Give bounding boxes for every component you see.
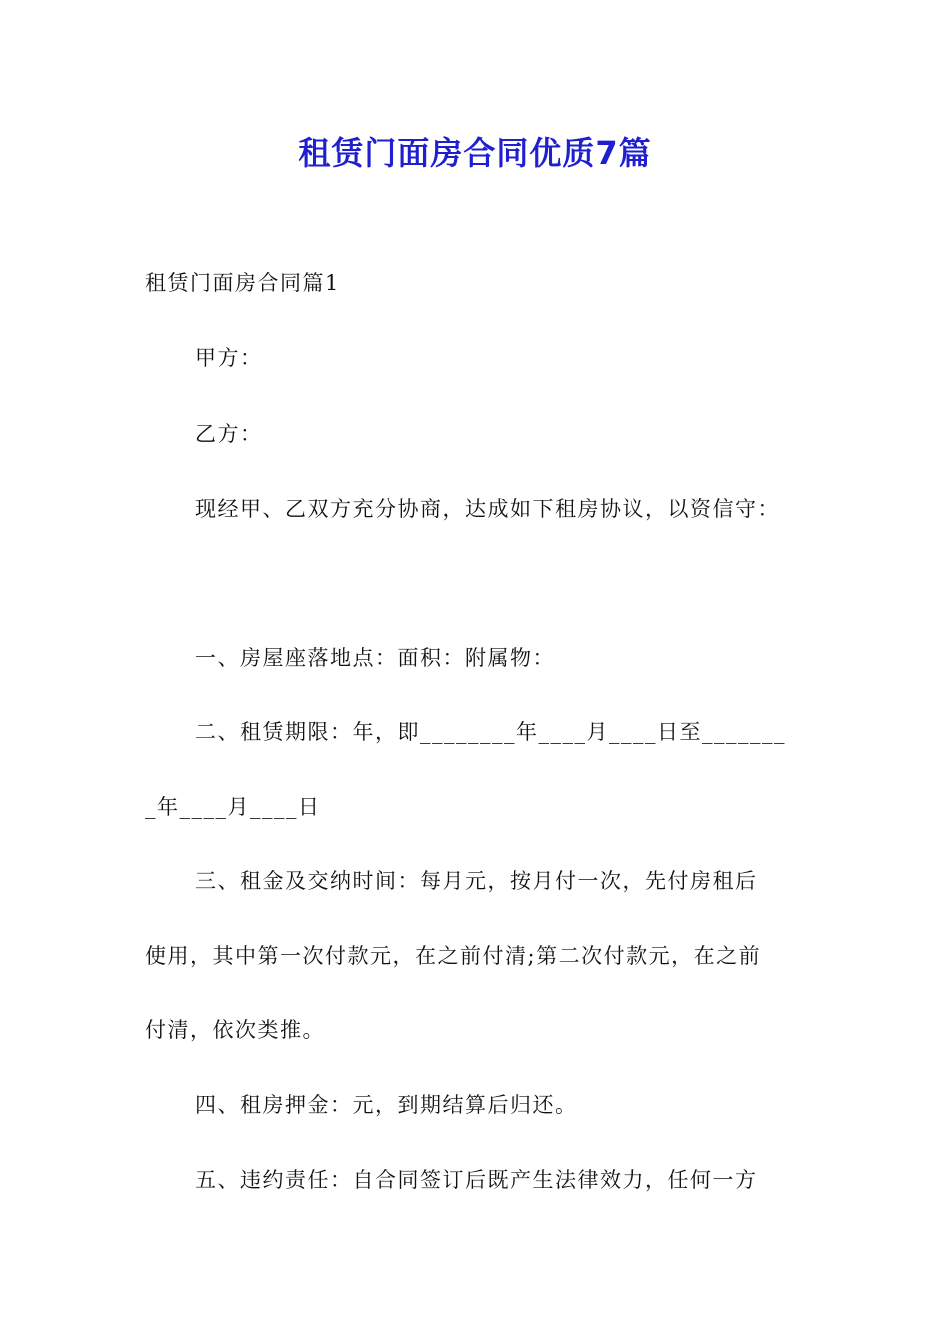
section-heading: 租赁门面房合同篇1 bbox=[145, 271, 340, 295]
clause-3-line-2: 使用，其中第一次付款元，在之前付清;第二次付款元，在之前 bbox=[145, 944, 762, 968]
intro-paragraph: 现经甲、乙双方充分协商，达成如下租房协议，以资信守： bbox=[195, 497, 780, 521]
party-a-label: 甲方： bbox=[195, 346, 263, 370]
document-title: 租赁门面房合同优质7篇 bbox=[298, 134, 652, 172]
clause-1: 一、房屋座落地点：面积：附属物： bbox=[195, 646, 555, 670]
clause-2-line-1: 二、租赁期限：年，即________年____月____日至_______ bbox=[195, 720, 786, 744]
clause-4: 四、租房押金：元，到期结算后归还。 bbox=[195, 1093, 578, 1117]
clause-2-line-2: _年____月____日 bbox=[145, 795, 321, 819]
clause-3-line-1: 三、租金及交纳时间：每月元，按月付一次，先付房租后 bbox=[195, 869, 758, 893]
clause-3-line-3: 付清，依次类推。 bbox=[145, 1018, 325, 1042]
clause-5-line-1: 五、违约责任：自合同签订后既产生法律效力，任何一方 bbox=[195, 1168, 758, 1192]
party-b-label: 乙方： bbox=[195, 422, 263, 446]
